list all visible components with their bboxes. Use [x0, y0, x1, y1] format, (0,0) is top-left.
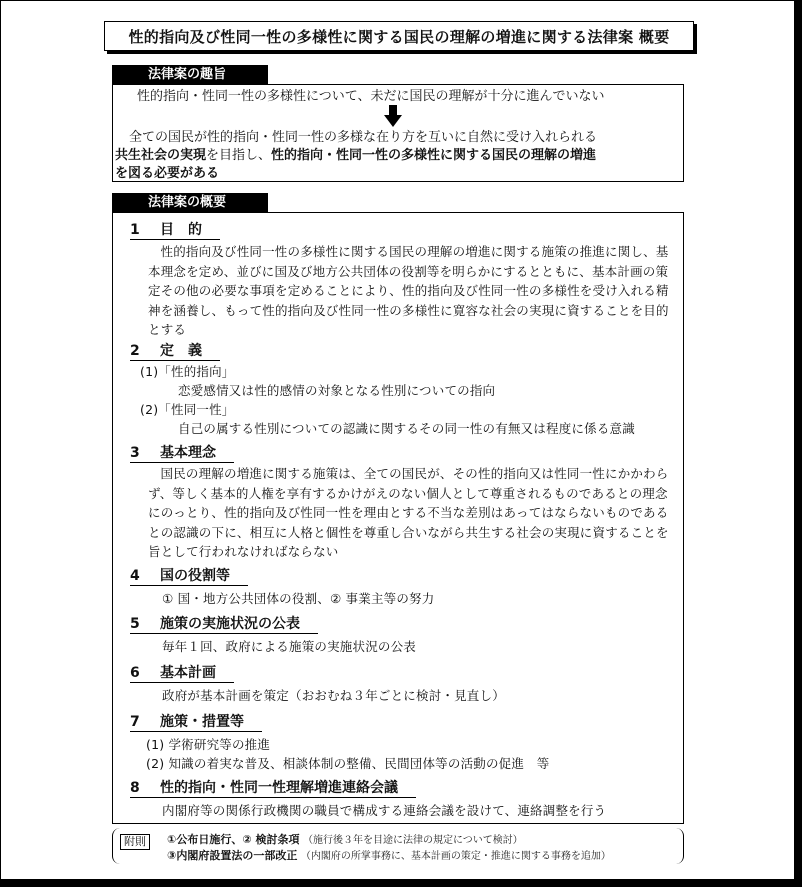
section-4-body: ① 国・地方公共団体の役割、② 事業主等の努力: [162, 591, 435, 606]
supplementary-line-1-note: （施行後３年を目途に法律の規定について検討）: [302, 835, 523, 846]
section-2-heading: [130, 342, 220, 361]
supplementary-line-1-bold: ①公布日施行、② 検討条項: [167, 833, 300, 846]
definition-item-1-desc: 恋愛感情又は性的感情の対象となる性別についての指向: [178, 383, 496, 398]
down-arrow-icon: [384, 105, 402, 127]
section-5-title: 施策の実施状況の公表: [160, 616, 300, 632]
purpose-bold-coexist: 共生社会の実現: [115, 148, 207, 163]
purpose-bold-necessity: を図る必要がある: [115, 166, 220, 181]
purpose-line-1: 性的指向・性同一性の多様性について、未だに国民の理解が十分に進んでいない: [137, 89, 605, 104]
overview-tab: 法律案の概要: [112, 193, 268, 213]
purpose-line-2-text: 全ての国民が性的指向・性同一性の多様な在り方を互いに自然に受け入れられる: [129, 130, 598, 145]
section-3-body: 国民の理解の増進に関する施策は、全ての国民が、その性的指向又は性同一性にかかわらず、等しく基本的人権を享有するかけがえのない個人として尊重されるものであるとの理念にのっとり、性的指向及び性同一性を理由とする不当な差別はあってはならないものであるとの認識の下に、相互に人格と個性を尊重し合いながら共生する社会の実現に資することを旨として行われなければならない: [148, 466, 669, 559]
section-6-title: 基本計画: [160, 665, 216, 681]
supplementary-line-2-bold: ③内閣府設置法の一部改正: [167, 849, 298, 862]
section-6-body: 政府が基本計画を策定（おおむね３年ごとに検討・見直し）: [162, 688, 505, 703]
section-4-heading: [130, 567, 248, 586]
supplementary-line-2: [167, 848, 611, 865]
definition-item-2-desc: 自己の属する性別についての認識に関するその同一性の有無又は程度に係る意識: [178, 421, 635, 436]
measure-item-1: (1) 学術研究等の推進: [146, 737, 271, 752]
section-3-num: 3: [130, 445, 140, 461]
section-2-title: 定 義: [160, 343, 202, 359]
section-7-title: 施策・措置等: [160, 714, 244, 730]
measure-item-2: (2) 知識の着実な普及、相談体制の整備、民間団体等の活動の促進 等: [146, 756, 550, 771]
section-4-title: 国の役割等: [160, 568, 230, 584]
supplementary-line-1: [167, 832, 523, 849]
definition-item-1-label: (1)「性的指向」: [140, 364, 235, 379]
purpose-line-2: [129, 129, 597, 147]
section-8-title: 性的指向・性同一性理解増進連絡会議: [160, 780, 398, 796]
section-4-num: 4: [130, 568, 140, 584]
purpose-bold-understanding: 性的指向・性同一性の多様性に関する国民の理解の増進: [271, 148, 597, 163]
section-1-body: 性的指向及び性同一性の多様性に関する国民の理解の増進に関する施策の推進に関し、基本理念を定め、並びに国及び地方公共団体の役割等を明らかにするとともに、基本計画の策定その他の必要な事項を定めることにより、性的指向及び性同一性の多様性を受け入れる精神を涵養し、もって性的指向及び性同一性の多様性に寛容な社会の実現に資することを目的とする: [148, 244, 669, 337]
section-6-num: 6: [130, 665, 140, 681]
section-5-heading: [130, 615, 318, 634]
section-8-body: 内閣府等の関係行政機関の職員で構成する連絡会議を設けて、連絡調整を行う: [162, 803, 607, 818]
section-1-heading: [130, 221, 220, 240]
supplementary-tag: 附則: [120, 834, 150, 850]
section-8-num: 8: [130, 780, 140, 796]
purpose-line-3: [115, 147, 596, 165]
section-3-heading: [130, 444, 234, 463]
purpose-box: [112, 84, 684, 182]
section-7-heading: [130, 713, 262, 732]
section-5-num: 5: [130, 616, 140, 632]
section-2-num: 2: [130, 343, 140, 359]
section-3-title: 基本理念: [160, 445, 216, 461]
section-1-num: 1: [130, 222, 140, 238]
section-5-body: 毎年１回、政府による施策の実施状況の公表: [162, 639, 417, 654]
purpose-mid-text: を目指し、: [206, 148, 272, 163]
purpose-tab: 法律案の趣旨: [112, 65, 268, 85]
section-8-heading: [130, 779, 416, 798]
supplementary-line-2-note: （内閣府の所掌事務に、基本計画の策定・推進に関する事務を追加）: [300, 851, 611, 862]
definition-item-2-label: (2)「性同一性」: [140, 402, 235, 417]
section-7-num: 7: [130, 714, 140, 730]
document-title: 性的指向及び性同一性の多様性に関する国民の理解の増進に関する法律案 概要: [104, 21, 694, 51]
section-6-heading: [130, 664, 234, 683]
section-1-title: 目 的: [160, 222, 202, 238]
purpose-line-4: [115, 165, 219, 183]
